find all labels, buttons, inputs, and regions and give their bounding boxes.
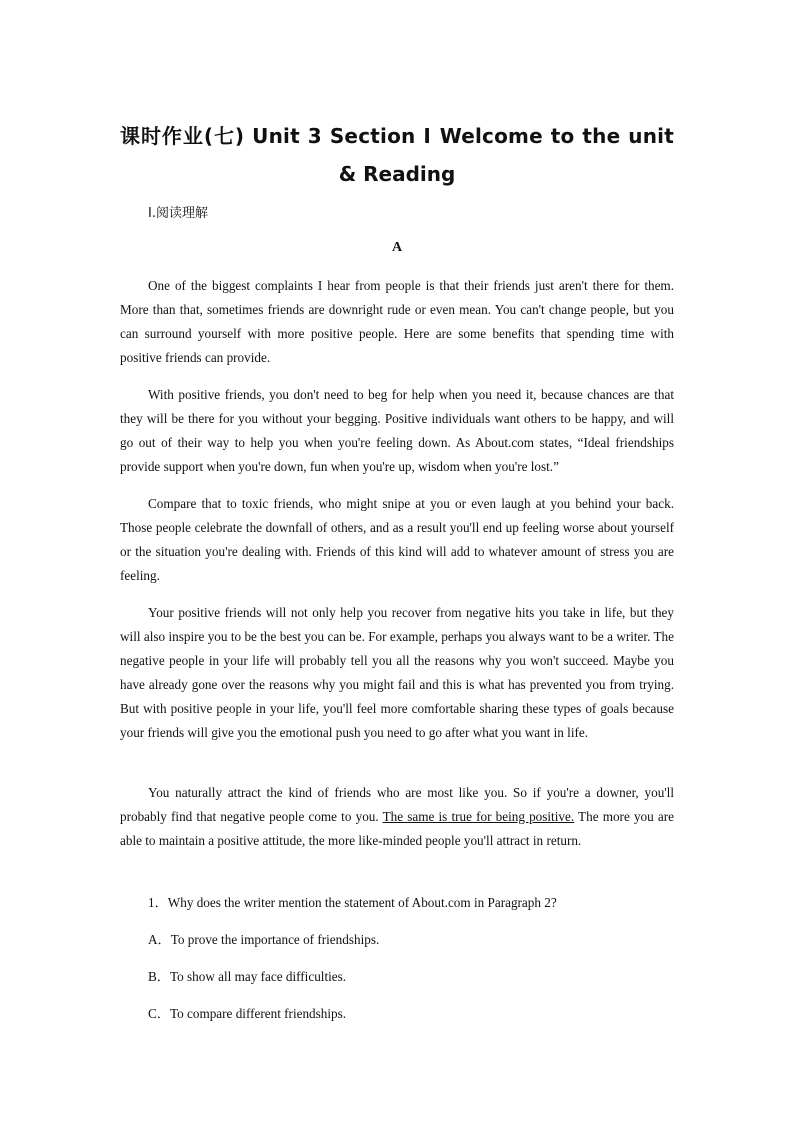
underlined-sentence: The same is true for being positive. bbox=[382, 809, 575, 824]
page-title-continued: & Reading bbox=[338, 162, 456, 186]
page-title: 课时作业(七) Unit 3 Section Ⅰ Welcome to the unit bbox=[120, 124, 674, 148]
paragraph-3: Compare that to toxic friends, who might snipe at you or even laugh at you behind your back. Those people celebrate the downfall of others, and as a result you'll end up feeling worse about yourself or the situation you're dealing with. Friends of this kind will add to whatever amount of stress you are feeling. bbox=[120, 496, 674, 583]
section-heading: Ⅰ.阅读理解 bbox=[148, 206, 208, 221]
paragraph-5 bbox=[120, 781, 674, 853]
question-1-option-c: C．To compare different friendships. bbox=[148, 1006, 347, 1021]
question-1-stem: 1．Why does the writer mention the statement of About.com in Paragraph 2? bbox=[148, 895, 557, 910]
paragraph-1: One of the biggest complaints I hear from people is that their friends just aren't there for them. More than that, sometimes friends are downright rude or even mean. You can't change people, but you can surround yourself with more positive people. Here are some benefits that spending time with positive friends can provide. bbox=[120, 278, 674, 365]
paragraph-2: With positive friends, you don't need to beg for help when you need it, because chances are that they will be there for you without your begging. Positive individuals want others to be happy, and will go out of their way to help you when you're feeling down. As About.com states, “Ideal friendships provide support when you're down, fun when you're up, wisdom when you're lost.” bbox=[120, 387, 674, 474]
paragraph-5-text-start: You naturally attract the kind of friends who are most like you. So if you're a downer, you'll probably find that negative people come to you. bbox=[120, 785, 674, 824]
paragraph-5-text-end: The more you are able to maintain a positive attitude, the more like-minded people you'll attract in return. bbox=[120, 809, 674, 848]
passage-label: A bbox=[391, 240, 403, 255]
question-1-option-a: A．To prove the importance of friendships. bbox=[148, 932, 380, 947]
paragraph-4: Your positive friends will not only help you recover from negative hits you take in life, but they will also inspire you to be the best you can be. For example, perhaps you always want to be a writer. The negative people in your life will probably tell you all the reasons why you won't succeed. Maybe you have already gone over the reasons why you might fail and this is what has prevented you from trying. But with positive people in your life, you'll feel more comfortable sharing these types of goals because your friends will give you the emotional push you need to go after what you want in life. bbox=[120, 605, 674, 740]
question-1-option-b: B．To show all may face difficulties. bbox=[148, 969, 347, 984]
